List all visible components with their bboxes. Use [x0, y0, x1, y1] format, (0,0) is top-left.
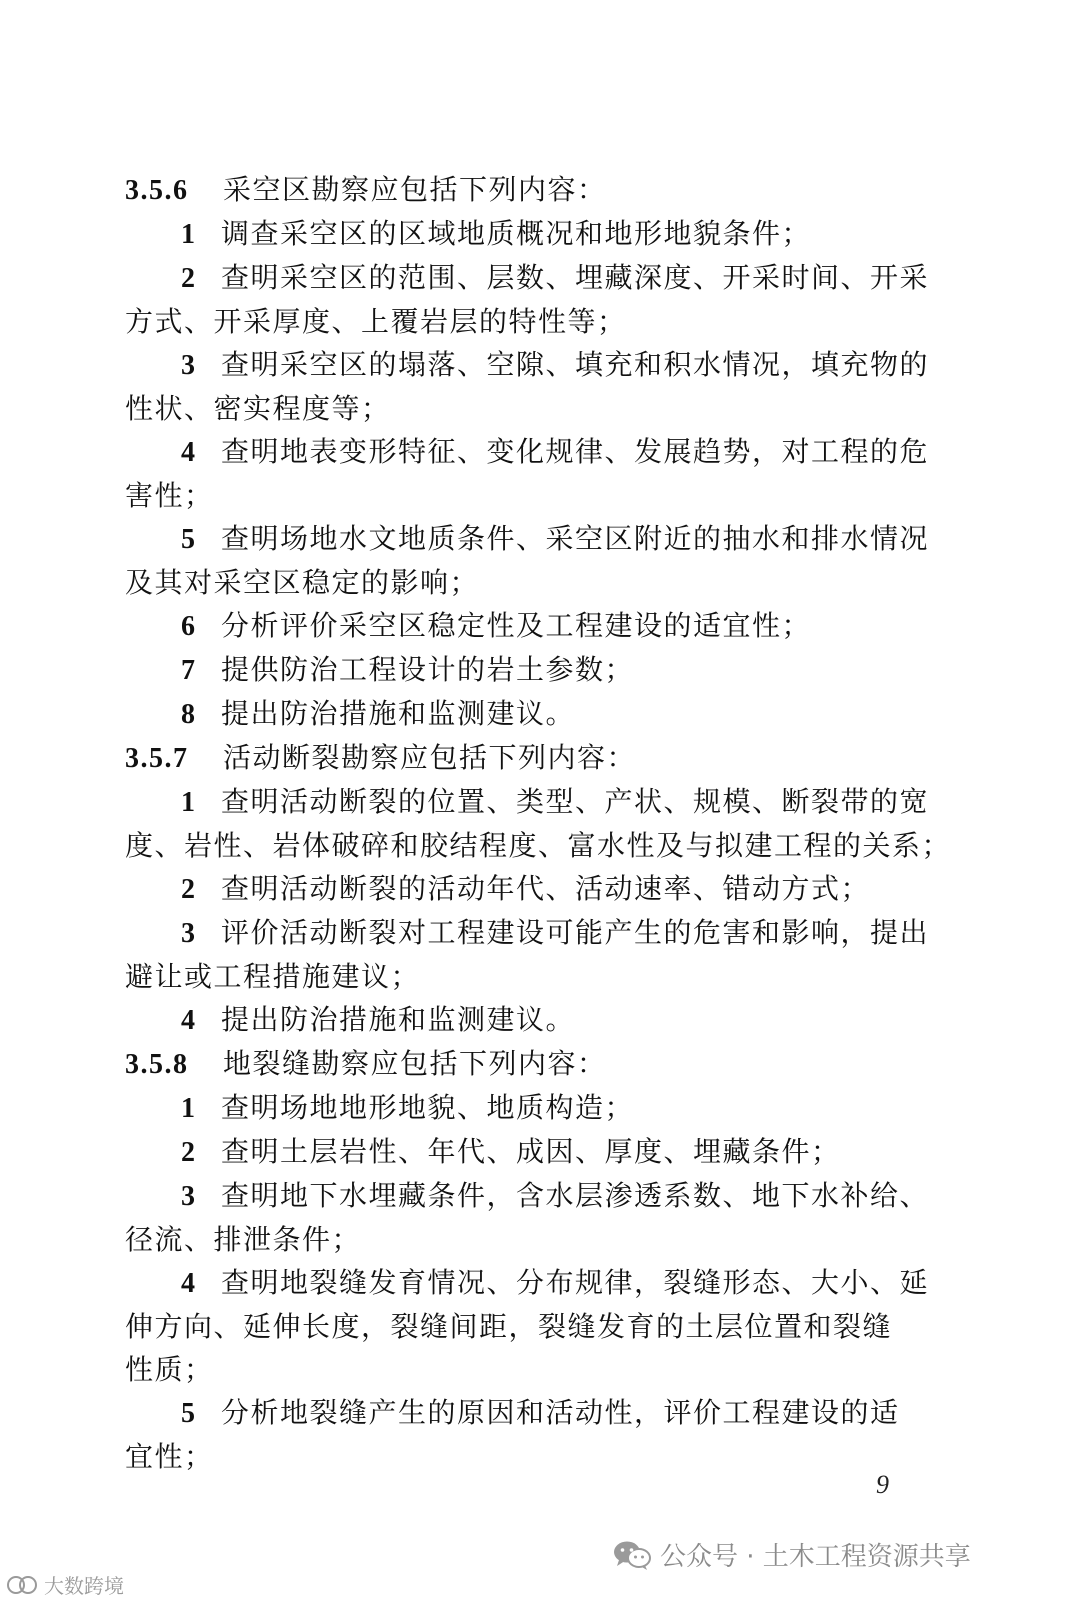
section-number: 3.5.8 — [125, 1049, 189, 1080]
item-continuation: 避让或工程措施建议； — [125, 960, 421, 993]
item-continuation: 伸方向、延伸长度，裂缝间距，裂缝发育的土层位置和裂缝 — [125, 1310, 893, 1343]
item-text: 查明地裂缝发育情况、分布规律，裂缝形态、大小、延 — [221, 1266, 930, 1299]
list-item — [125, 780, 930, 824]
wechat-icon — [612, 1539, 652, 1571]
list-item — [125, 343, 930, 387]
item-text: 提出防治措施和监测建议。 — [221, 1003, 576, 1036]
item-text: 查明采空区的范围、层数、埋藏深度、开采时间、开采 — [221, 261, 930, 294]
item-number: 8 — [181, 699, 197, 730]
item-continuation: 径流、排泄条件； — [125, 1223, 362, 1256]
section-heading — [125, 1042, 917, 1086]
item-number: 2 — [181, 874, 197, 905]
section-title: 地裂缝勘察应包括下列内容： — [223, 1047, 607, 1080]
list-item — [125, 517, 930, 561]
watermark — [612, 1536, 971, 1573]
item-number: 2 — [181, 1137, 197, 1168]
watermark-text: 公众号 · 土木工程资源共享 — [660, 1542, 971, 1572]
item-continuation: 性质； — [125, 1353, 214, 1386]
list-item — [125, 911, 930, 955]
list-item — [125, 1261, 930, 1305]
section-heading — [125, 736, 917, 780]
corner-watermark-text: 大数跨境 — [44, 1574, 124, 1598]
document-page — [125, 168, 952, 1478]
item-text: 分析地裂缝产生的原因和活动性，评价工程建设的适 — [221, 1396, 900, 1429]
list-item — [125, 256, 930, 300]
item-continuation: 及其对采空区稳定的影响； — [125, 566, 480, 599]
item-text: 提供防治工程设计的岩土参数； — [221, 653, 635, 686]
item-number: 4 — [181, 437, 197, 468]
item-text: 评价活动断裂对工程建设可能产生的危害和影响，提出 — [221, 916, 930, 949]
section-number: 3.5.6 — [125, 175, 189, 206]
item-number: 7 — [181, 655, 197, 686]
list-item — [125, 1174, 930, 1218]
item-text: 调查采空区的区域地质概况和地形地貌条件； — [221, 217, 812, 250]
item-number: 4 — [181, 1268, 197, 1299]
item-text: 查明地表变形特征、变化规律、发展趋势，对工程的危 — [221, 435, 930, 468]
item-continuation: 害性； — [125, 479, 214, 512]
item-number: 3 — [181, 918, 197, 949]
list-item — [125, 1130, 917, 1174]
list-item — [125, 692, 917, 736]
item-text: 查明活动断裂的活动年代、活动速率、错动方式； — [221, 872, 871, 905]
item-continuation: 方式、开采厚度、上覆岩层的特性等； — [125, 305, 627, 338]
list-item — [125, 1086, 917, 1130]
list-item — [125, 648, 917, 692]
list-item — [125, 1391, 917, 1435]
item-number: 4 — [181, 1005, 197, 1036]
item-number: 6 — [181, 611, 197, 642]
item-text: 提出防治措施和监测建议。 — [221, 697, 576, 730]
item-text: 查明场地地形地貌、地质构造； — [221, 1091, 635, 1124]
section-title: 采空区勘察应包括下列内容： — [223, 173, 607, 206]
item-number: 5 — [181, 524, 197, 555]
list-item — [125, 604, 917, 648]
item-number: 1 — [181, 219, 197, 250]
item-number: 2 — [181, 263, 197, 294]
section-number: 3.5.7 — [125, 743, 189, 774]
list-item — [125, 867, 917, 911]
corner-watermark — [6, 1570, 124, 1599]
page-number: 9 — [876, 1470, 889, 1499]
logo-icon — [6, 1574, 40, 1596]
item-text: 查明场地水文地质条件、采空区附近的抽水和排水情况 — [221, 522, 930, 555]
item-text: 查明采空区的塌落、空隙、填充和积水情况，填充物的 — [221, 348, 930, 381]
item-number: 1 — [181, 1093, 197, 1124]
item-continuation: 性状、密实程度等； — [125, 392, 391, 425]
item-text: 分析评价采空区稳定性及工程建设的适宜性； — [221, 609, 812, 642]
item-number: 5 — [181, 1398, 197, 1429]
item-text: 查明活动断裂的位置、类型、产状、规模、断裂带的宽 — [221, 785, 930, 818]
list-item — [125, 212, 917, 256]
item-number: 1 — [181, 787, 197, 818]
section-heading — [125, 168, 917, 212]
item-number: 3 — [181, 1181, 197, 1212]
item-number: 3 — [181, 350, 197, 381]
list-item — [125, 430, 930, 474]
item-text: 查明地下水埋藏条件，含水层渗透系数、地下水补给、 — [221, 1179, 930, 1212]
item-continuation: 度、岩性、岩体破碎和胶结程度、富水性及与拟建工程的关系； — [125, 829, 952, 862]
item-continuation: 宜性； — [125, 1440, 214, 1473]
list-item — [125, 998, 917, 1042]
section-title: 活动断裂勘察应包括下列内容： — [223, 741, 637, 774]
item-text: 查明土层岩性、年代、成因、厚度、埋藏条件； — [221, 1135, 841, 1168]
